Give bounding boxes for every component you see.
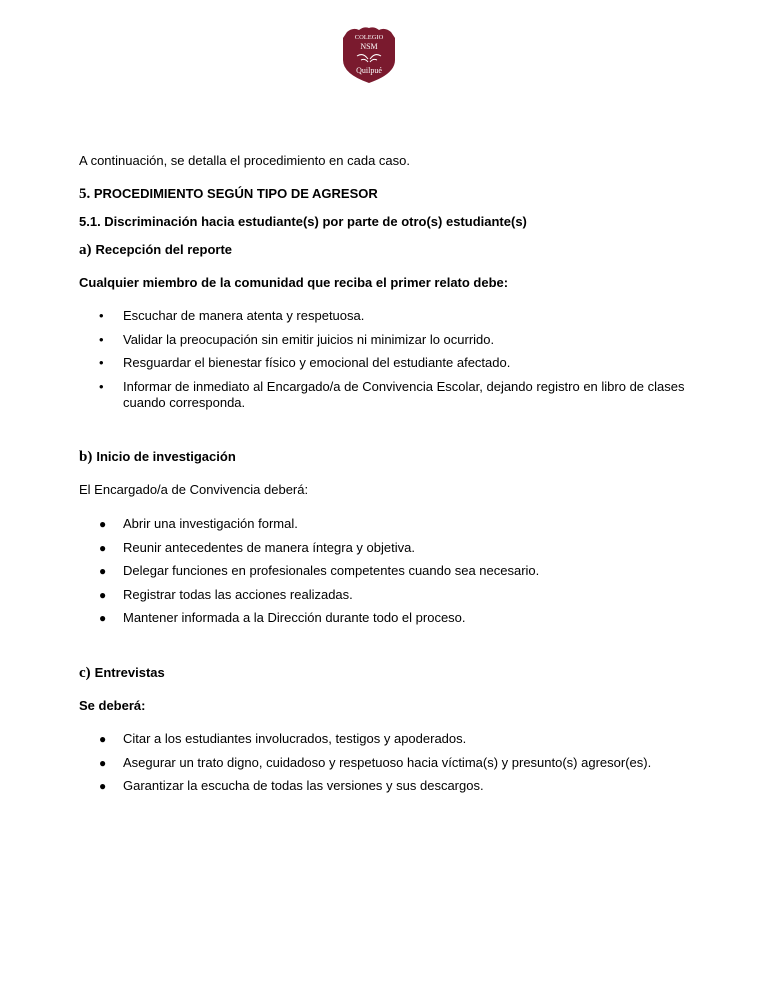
- subsection-b-list: [79, 516, 709, 634]
- subsection-a-heading: [79, 242, 232, 259]
- list-item: [79, 563, 709, 579]
- subsection-b-heading: [79, 449, 236, 466]
- bullet-icon: ●: [99, 732, 107, 746]
- list-item-text: Reunir antecedentes de manera íntegra y objetiva.: [123, 539, 415, 555]
- subsection-a-title: Recepción del reporte: [95, 242, 233, 257]
- subsection-b-lead: El Encargado/a de Convivencia deberá:: [79, 482, 309, 497]
- list-item-text: Mantener informada a la Dirección durante todo el proceso.: [123, 610, 466, 625]
- list-item-text: Registrar todas las acciones realizadas.: [123, 586, 353, 602]
- bullet-icon: ●: [99, 587, 107, 602]
- bullet-icon: ●: [99, 517, 107, 531]
- school-crest-logo: [341, 26, 397, 84]
- crest-mid-text: NSM: [360, 42, 378, 51]
- subsection-c-lead: Se deberá:: [79, 698, 146, 713]
- list-item: [79, 778, 709, 794]
- bullet-icon: •: [99, 308, 104, 323]
- subsection-b-letter: b): [79, 449, 93, 465]
- crest-top-text: COLEGIO: [354, 34, 384, 41]
- bullet-icon: ●: [99, 755, 107, 770]
- subsection-c-heading: [79, 665, 165, 682]
- section-5-heading: [79, 186, 378, 203]
- list-item-text: Abrir una investigación formal.: [123, 516, 298, 531]
- list-item: [79, 587, 709, 603]
- list-item-text: Asegurar un trato digno, cuidadoso y respetuoso hacia víctima(s) y presunto(s) agresor(es).: [123, 754, 652, 770]
- crest-bottom-text: Quilpué: [356, 66, 382, 75]
- list-item: [79, 755, 709, 771]
- subsection-c-letter: c): [79, 665, 91, 681]
- list-item: [79, 610, 709, 626]
- subsection-a-lead: Cualquier miembro de la comunidad que reciba el primer relato debe:: [79, 275, 509, 290]
- subsection-a-list: [79, 308, 709, 418]
- bullet-icon: ●: [99, 779, 107, 793]
- bullet-icon: ●: [99, 564, 107, 578]
- bullet-icon: •: [99, 331, 104, 347]
- list-item: [79, 332, 709, 348]
- list-item: [79, 379, 709, 411]
- list-item-text: Delegar funciones en profesionales competentes cuando sea necesario.: [123, 563, 540, 578]
- list-item: [79, 355, 709, 371]
- list-item-text: Garantizar la escucha de todas las versiones y sus descargos.: [123, 778, 484, 793]
- bullet-icon: •: [99, 355, 104, 370]
- list-item-text: Escuchar de manera atenta y respetuosa.: [123, 308, 365, 323]
- list-item-text: Resguardar el bienestar físico y emocional del estudiante afectado.: [123, 355, 511, 370]
- bullet-icon: •: [99, 378, 104, 394]
- bullet-icon: ●: [99, 540, 107, 555]
- subsection-c-title: Entrevistas: [94, 665, 165, 680]
- bullet-icon: ●: [99, 611, 107, 625]
- list-item: [79, 516, 709, 532]
- list-item: [79, 540, 709, 556]
- subsection-b-title: Inicio de investigación: [96, 449, 236, 464]
- intro-text: A continuación, se detalla el procedimiento en cada caso.: [79, 153, 410, 168]
- list-item: [79, 308, 709, 324]
- section-5-number: 5.: [79, 186, 91, 202]
- list-item: [79, 731, 709, 747]
- list-item-text: Citar a los estudiantes involucrados, testigos y apoderados.: [123, 731, 467, 746]
- subsection-a-letter: a): [79, 242, 92, 258]
- list-item-text: Validar la preocupación sin emitir juicios ni minimizar lo ocurrido.: [123, 331, 495, 347]
- section-5-1-heading: 5.1. Discriminación hacia estudiante(s) por parte de otro(s) estudiante(s): [79, 214, 527, 229]
- list-item-text: Informar de inmediato al Encargado/a de Convivencia Escolar, dejando registro en libro de clases cuando corresponda.: [123, 378, 685, 410]
- subsection-c-list: [79, 731, 709, 802]
- section-5-title: PROCEDIMIENTO SEGÚN TIPO DE AGRESOR: [93, 186, 378, 201]
